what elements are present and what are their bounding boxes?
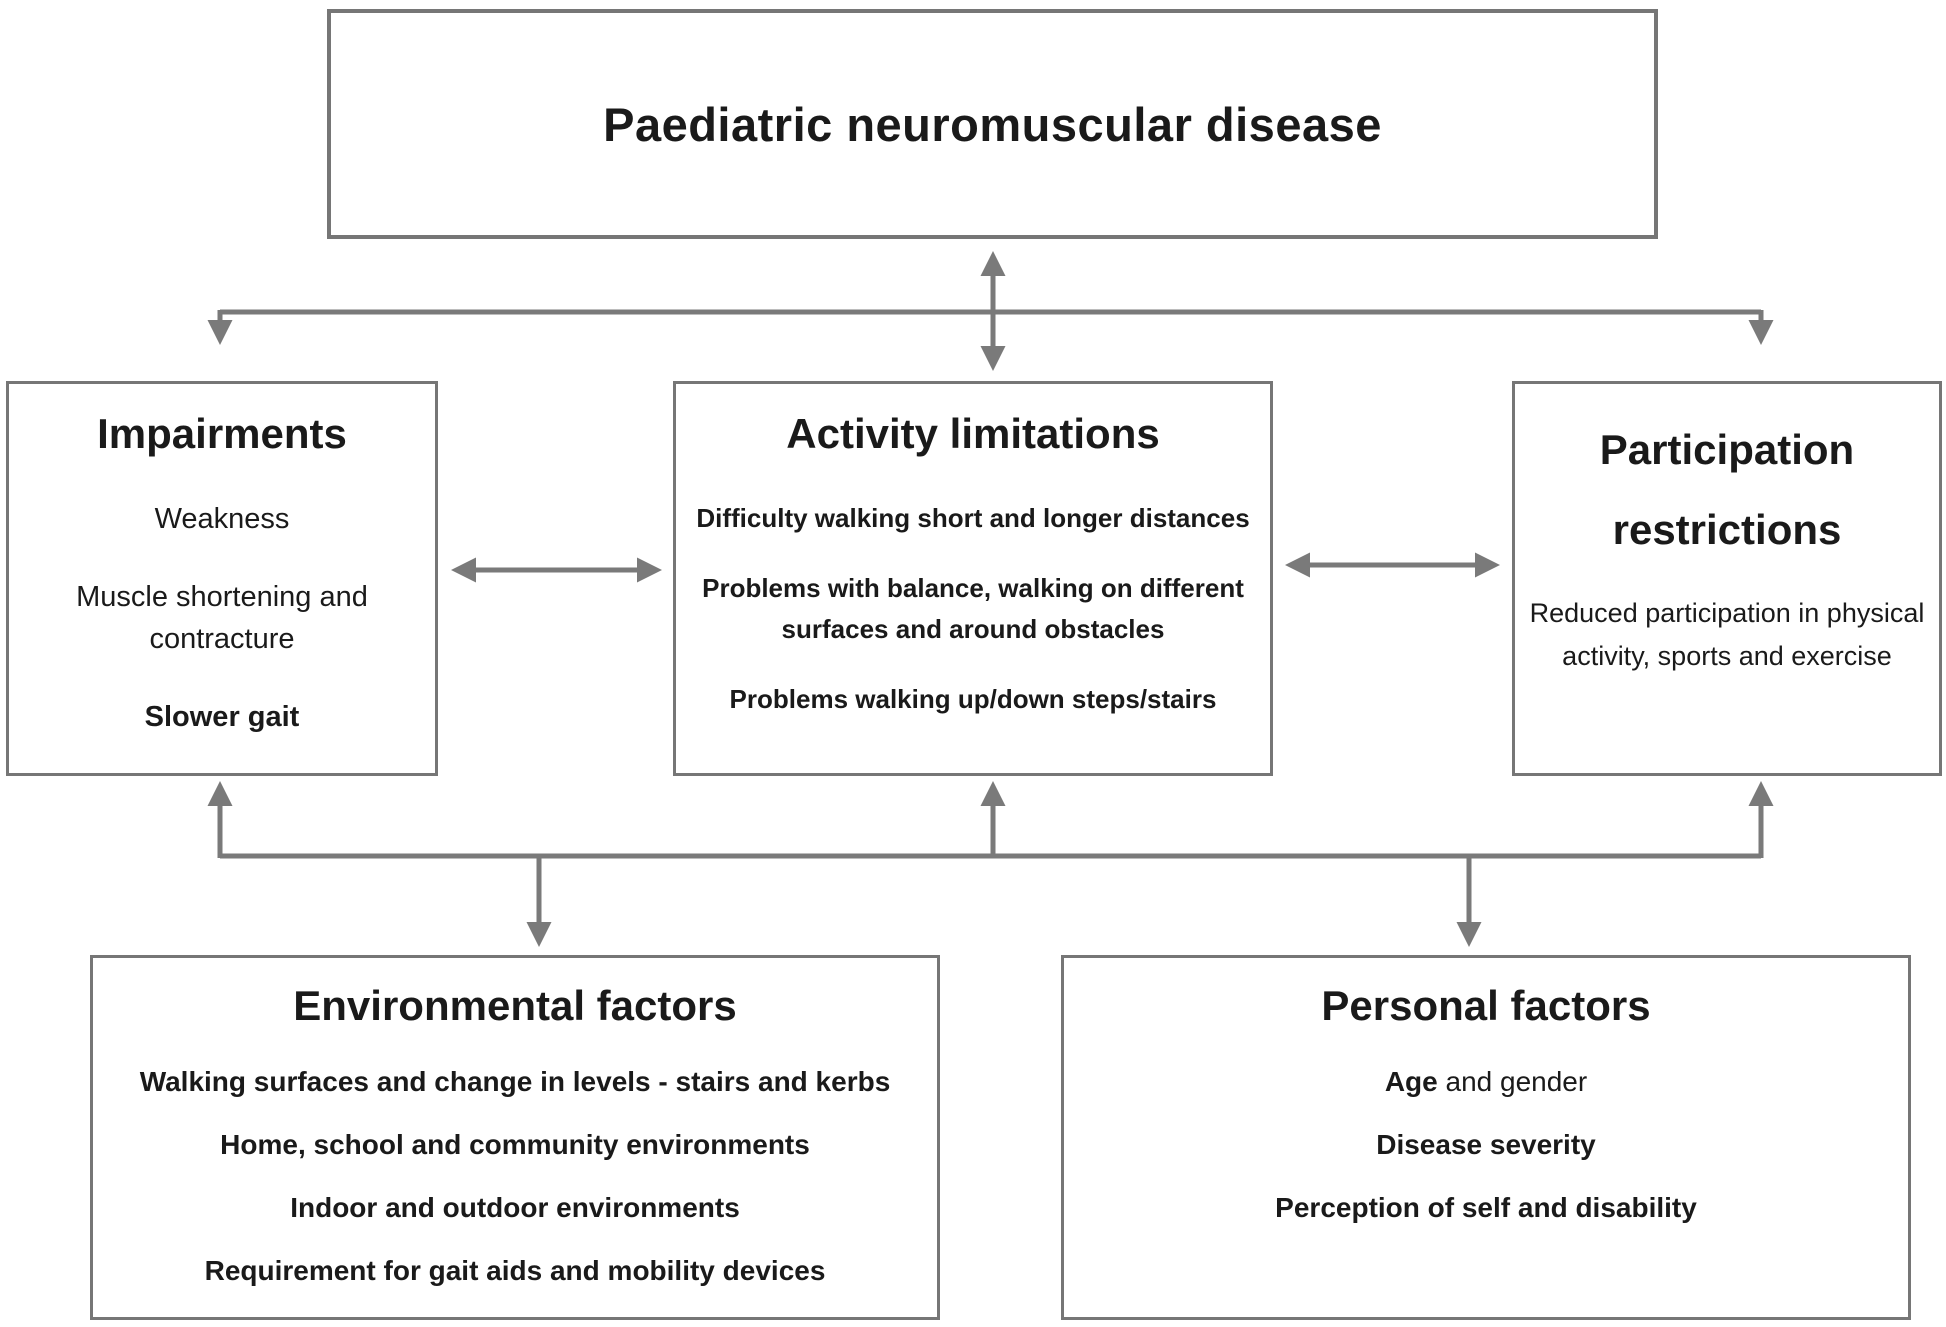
participation-restrictions-items: [1527, 592, 1927, 678]
personal-factors-title: Personal factors: [1321, 982, 1651, 1029]
participation-restrictions-title: Participation restrictions: [1599, 426, 1855, 553]
environmental-item-home-school-community: Home, school and community environments: [220, 1129, 810, 1160]
environmental-item-walking-surfaces: Walking surfaces and change in levels - stairs and kerbs: [139, 1066, 891, 1097]
impairments-item-slower-gait: Slower gait: [144, 701, 300, 734]
activity-limitations-items: [690, 498, 1256, 719]
personal-factors-items: [1084, 1064, 1888, 1225]
box-paediatric-neuromuscular-disease: [327, 9, 1658, 239]
box-impairments: [6, 381, 438, 776]
disease-title: Paediatric neuromuscular disease: [603, 97, 1382, 151]
impairments-item-weakness: Weakness: [154, 503, 290, 535]
personal-item-gender-regular-part: and gender: [1437, 1066, 1588, 1097]
environmental-item-gait-aids: Requirement for gait aids and mobility devices: [204, 1255, 826, 1286]
impairments-items: [23, 498, 421, 738]
participation-item-reduced-participation: Reduced participation in physical activity, sports and exercise: [1529, 597, 1925, 671]
personal-item-perception: Perception of self and disability: [1275, 1192, 1697, 1223]
impairments-title: Impairments: [97, 410, 347, 457]
box-personal-factors: [1061, 955, 1911, 1320]
box-activity-limitations: [673, 381, 1273, 776]
environmental-item-indoor-outdoor: Indoor and outdoor environments: [290, 1192, 740, 1223]
activity-item-balance-surfaces: Problems with balance, walking on different surfaces and around obstacles: [702, 573, 1244, 644]
box-participation-restrictions: [1512, 381, 1942, 776]
box-environmental-factors: [90, 955, 940, 1320]
personal-item-disease-severity: Disease severity: [1376, 1129, 1596, 1160]
environmental-factors-items: [113, 1064, 917, 1288]
activity-item-walking-distances: Difficulty walking short and longer distances: [696, 503, 1250, 533]
personal-item-age-gender: [1084, 1064, 1888, 1099]
environmental-factors-title: Environmental factors: [293, 982, 737, 1029]
activity-limitations-title: Activity limitations: [786, 410, 1160, 457]
personal-item-age-bold-part: Age: [1384, 1066, 1438, 1097]
activity-item-steps-stairs: Problems walking up/down steps/stairs: [729, 683, 1217, 714]
impairments-item-muscle-shortening: Muscle shortening and contracture: [76, 581, 368, 656]
